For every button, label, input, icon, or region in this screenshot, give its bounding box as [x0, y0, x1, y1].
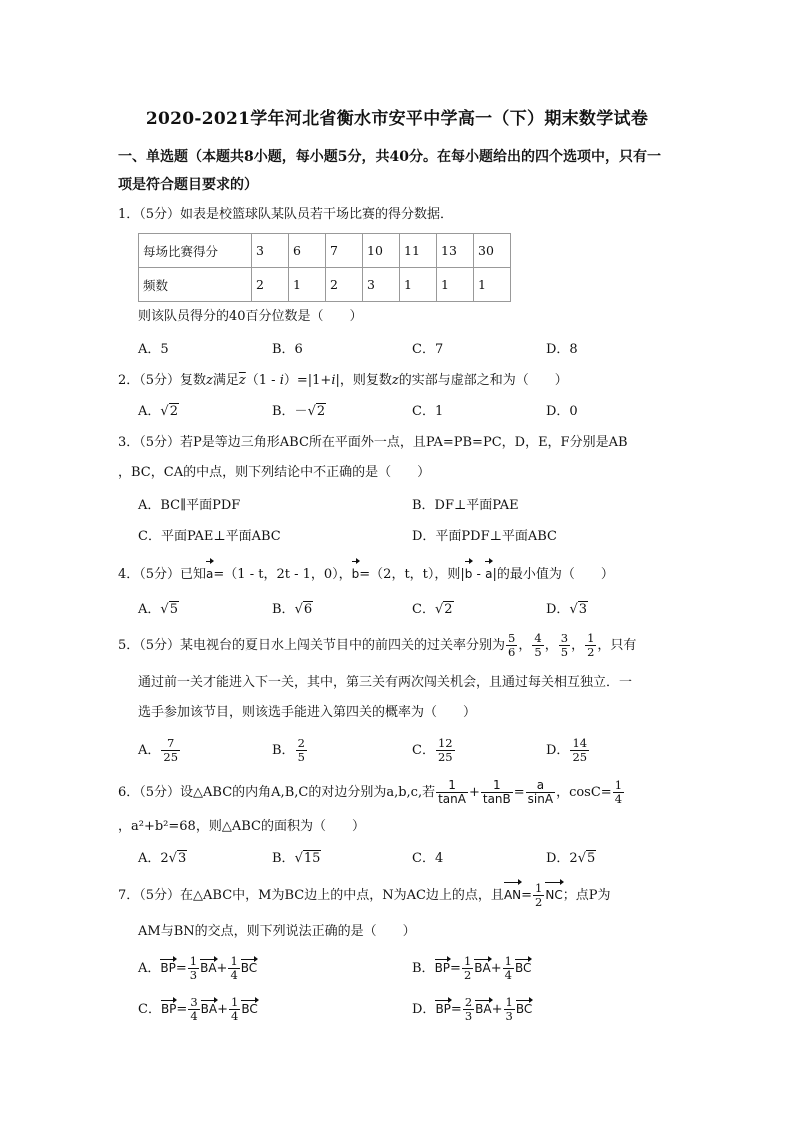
vector-a: a [206, 563, 213, 585]
table-cell: 每场比赛得分 [139, 234, 252, 268]
q7-stem-line1: 7．（5分）在△ABC中，M为BC边上的中点，N为AC边上的点，且AN= $\frac{1}{2}$ NC；点P为 [118, 881, 611, 909]
table-cell: 6 [289, 234, 326, 268]
q3-options-row1 [138, 494, 678, 516]
table-cell: 30 [474, 234, 511, 268]
score-table [138, 233, 511, 302]
table-row [139, 268, 511, 302]
q7-options-row1 [138, 954, 678, 982]
vector-nc: NC [545, 884, 562, 906]
vector-an: AN [504, 884, 521, 906]
table-cell: 10 [363, 234, 400, 268]
q7-stem-line2: AM与BN的交点，则下列说法正确的是（ ） [138, 924, 416, 939]
table-cell: 13 [437, 234, 474, 268]
option-c: C．平面PAE⊥平面ABC [138, 529, 281, 544]
option-a: A．5 [138, 342, 169, 357]
option-a: A．√5 [138, 602, 178, 617]
option-d: D．平面PDF⊥平面ABC [412, 529, 557, 544]
q4-stem: 4．（5分）已知a=（1 - t，2t - 1，0），b=（2，t，t），则|b - a|的最小值为（ ） [118, 563, 698, 586]
option-b: B．√6 [272, 602, 313, 617]
option-a: A．BP= $\frac{1}{3}$ BA+ $\frac{1}{4}$ BC [138, 954, 258, 982]
option-c: C． $\frac{12}{25}$ [412, 736, 453, 764]
option-b: B．－√2 [272, 404, 326, 419]
option-d: D． $\frac{14}{25}$ [546, 736, 588, 764]
option-c: C．4 [412, 851, 444, 866]
q5-stem-line3: 选手参加该节目，则该选手能进入第四关的概率为（ ） [138, 705, 477, 720]
table-cell: 2 [252, 268, 289, 302]
option-d: D．√3 [546, 602, 588, 617]
q6-stem-line1: 6．（5分）设△ABC的内角A,B,C的对边分别为a,b,c,若 $\frac{1}{\tan A}$ + $\frac{1}{\tan B}$ = $\frac{a}{\sin A}$ ，cosC= $\frac{1}{4}$ [118, 778, 623, 806]
table-cell: 3 [252, 234, 289, 268]
section-heading-line1: 一、单选题（本题共8小题，每小题5分，共40分。在每小题给出的四个选项中，只有一 [118, 149, 661, 165]
option-c: C．7 [412, 342, 444, 357]
table-cell: 1 [400, 268, 437, 302]
option-b: B． $\frac{2}{5}$ [272, 736, 305, 764]
table-cell: 3 [363, 268, 400, 302]
q7-options-row2 [138, 995, 678, 1023]
option-b: B．6 [272, 342, 303, 357]
table-row [139, 234, 511, 268]
table-cell: 1 [474, 268, 511, 302]
q3-stem-line1: 3．（5分）若P是等边三角形ABC所在平面外一点，且PA=PB=PC，D，E，F分别是AB [118, 435, 628, 450]
option-c: C．1 [412, 404, 444, 419]
q4-options [138, 598, 678, 620]
option-a: A．2√3 [138, 851, 187, 866]
q3-stem-line2: ，BC，CA的中点，则下列结论中不正确的是（ ） [118, 465, 431, 480]
table-cell: 1 [437, 268, 474, 302]
q1-stem: 1．（5分）如表是校篮球队某队员若干场比赛的得分数据． [118, 207, 454, 222]
option-d: D．BP= $\frac{2}{3}$ BA+ $\frac{1}{3}$ BC [412, 995, 533, 1023]
table-cell: 7 [326, 234, 363, 268]
option-b: B．DF⊥平面PAE [412, 498, 519, 513]
q2-stem: 2．（5分）复数z满足$\overline{z}(1 - i)=|1+i|$，则复数z的实部与虚部之和为（ ） [118, 373, 568, 388]
q1-options [138, 338, 678, 360]
page-title: 2020-2021学年河北省衡水市安平中学高一（下）期末数学试卷 [145, 109, 649, 129]
option-b: B．√15 [272, 851, 321, 866]
q5-stem-line2: 通过前一关才能进入下一关，其中，第三关有两次闯关机会，且通过每关相互独立．一 [138, 675, 633, 690]
q6-options [138, 847, 678, 869]
option-a: A． $\frac{7}{25}$ [138, 736, 179, 764]
table-cell: 11 [400, 234, 437, 268]
q3-options-row2 [138, 525, 678, 547]
q5-stem-line1: 5．（5分）某电视台的夏日水上闯关节目中的前四关的过关率分别为 $\frac{5}{6}$ ， $\frac{4}{5}$ ， $\frac{3}{5}$ ， $\frac{1}{2}$ ，只有 [118, 631, 637, 659]
section-heading-line2: 项是符合题目要求的） [118, 177, 258, 193]
option-c: C．BP= $\frac{3}{4}$ BA+ $\frac{1}{4}$ BC [138, 995, 258, 1023]
option-d: D．2√5 [546, 851, 596, 866]
q6-stem-line2: ，a²+b²=68，则△ABC的面积为（ ） [118, 819, 365, 834]
table-cell: 1 [289, 268, 326, 302]
option-d: D．8 [546, 342, 578, 357]
q5-options [138, 736, 678, 764]
option-a: A．BC∥平面PDF [138, 498, 241, 513]
option-d: D．0 [546, 404, 578, 419]
option-c: C．√2 [412, 602, 453, 617]
table-cell: 2 [326, 268, 363, 302]
table-cell: 频数 [139, 268, 252, 302]
option-b: B．BP= $\frac{1}{2}$ BA+ $\frac{1}{4}$ BC [412, 954, 532, 982]
option-a: A．√2 [138, 404, 178, 419]
vector-b: b [352, 563, 360, 585]
q1-ask: 则该队员得分的40百分位数是（ ） [138, 309, 363, 324]
q2-options [138, 400, 678, 422]
z-conjugate: $\overline{z}$ [238, 373, 246, 388]
